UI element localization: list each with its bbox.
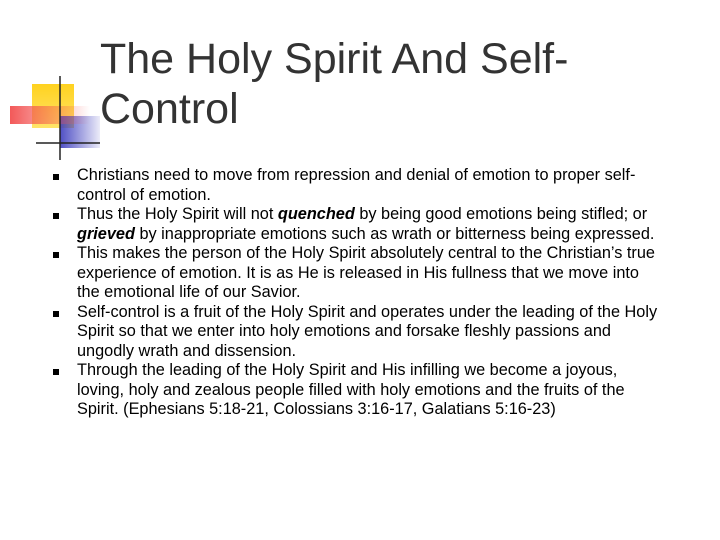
bullet-item-3 xyxy=(52,244,662,303)
bullet-text: Christians need to move from repression and denial of emotion to proper self-control of emotion. xyxy=(77,166,636,204)
square-bullet-icon xyxy=(53,174,59,180)
red-bar xyxy=(10,106,90,124)
bullet-item-1 xyxy=(52,166,662,205)
emphasis-grieved: grieved xyxy=(77,224,135,243)
square-bullet-icon xyxy=(53,311,59,317)
bullet-text: by inappropriate emotions such as wrath or bitterness being expressed. xyxy=(134,224,655,243)
decorative-squares-graphic xyxy=(0,0,110,170)
bullet-item-4 xyxy=(52,303,662,362)
square-bullet-icon xyxy=(53,213,59,219)
bullet-text: Thus the Holy Spirit will not xyxy=(77,205,278,223)
slide-title xyxy=(100,34,700,134)
title-line-2: Control xyxy=(100,85,239,133)
bullet-item-5 xyxy=(52,361,662,420)
square-bullet-icon xyxy=(53,369,59,375)
bullet-text: Through the leading of the Holy Spirit and His infilling we become a joyous, loving, holy and zealous people filled with holy emotions and the fruits of the Spirit. (Ephesians 5:18-21, Colossians 3:16-17, Galatians 5:16-23) xyxy=(77,361,625,418)
bullet-text: Self-control is a fruit of the Holy Spirit and operates under the leading of the Holy Spirit so that we enter into holy emotions and forsake fleshly passions and ungodly wrath and dissension. xyxy=(77,302,658,360)
bullet-text: by being good emotions being stifled; or xyxy=(354,205,648,223)
bullet-text: This makes the person of the Holy Spirit absolutely central to the Christian’s true experience of emotion. It is as He is released in His fullness that we move into the emotional life of our Savior. xyxy=(77,244,655,301)
bullet-list xyxy=(52,166,662,420)
square-bullet-icon xyxy=(53,252,59,258)
emphasis-quenched: quenched xyxy=(277,205,355,223)
title-line-1: The Holy Spirit And Self- xyxy=(100,35,569,83)
bullet-item-2 xyxy=(52,205,662,244)
